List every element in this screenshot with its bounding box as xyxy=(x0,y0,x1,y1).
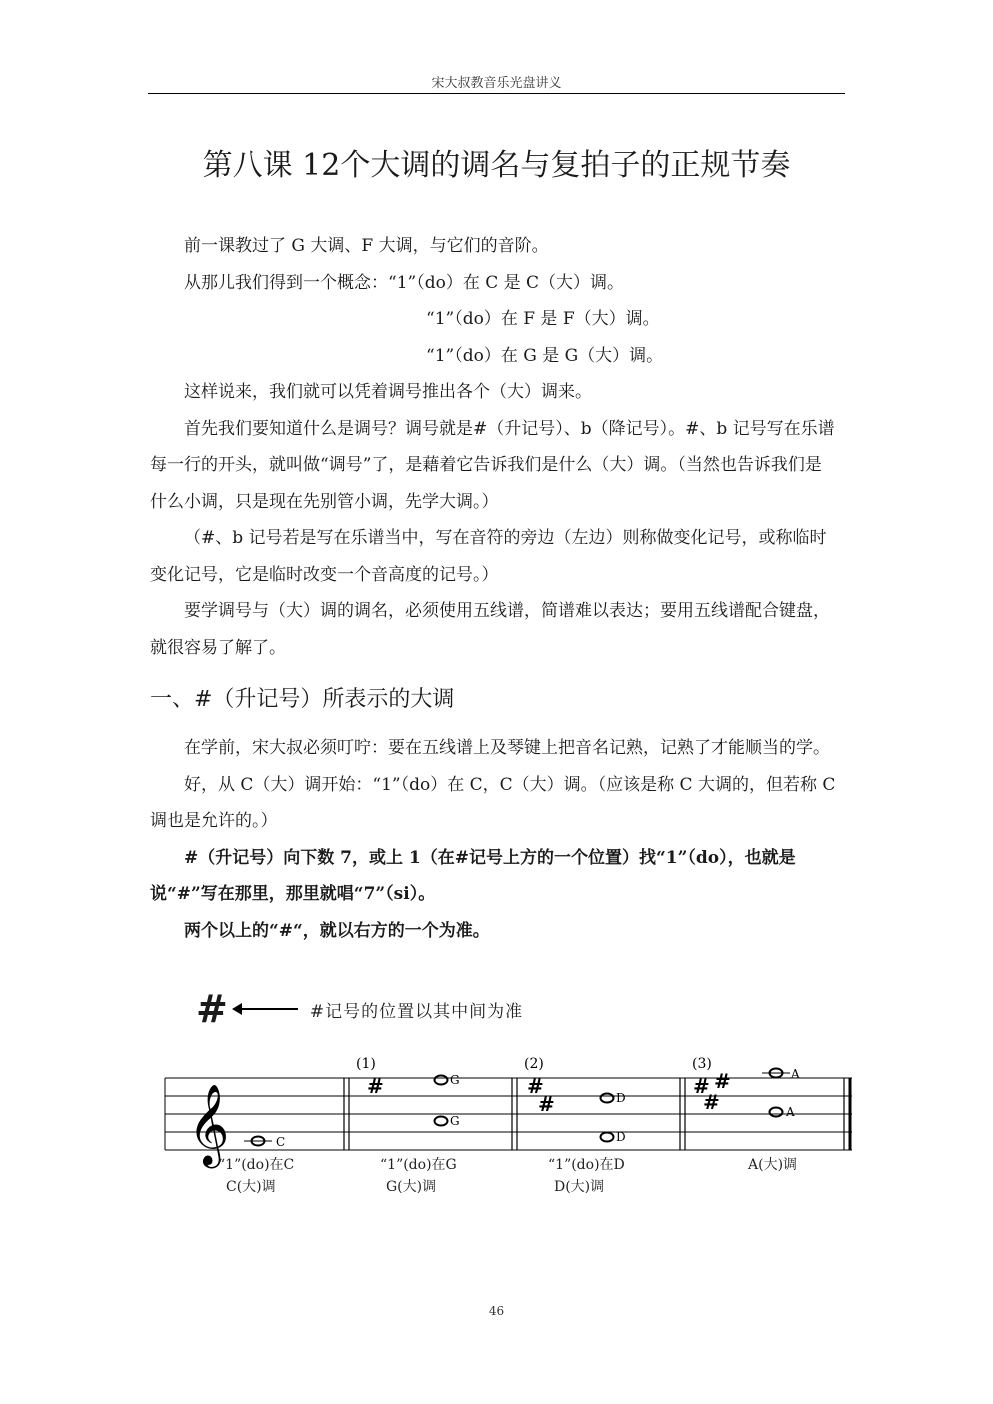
staff-lines xyxy=(165,1078,852,1150)
sharp-icon: # xyxy=(196,987,228,1031)
sharp-position-note xyxy=(196,987,524,1031)
paragraph: （#、b 记号若是写在乐谱当中，写在音符的旁边（左边）则称做变化记号，或称临时变化记号，它是临时改变一个音高度的记号。） xyxy=(150,528,827,585)
staff-diagram xyxy=(160,1050,860,1210)
sharp-icon: # xyxy=(693,1074,710,1098)
note-g-high xyxy=(435,1073,460,1087)
left-arrow-icon xyxy=(234,1008,298,1010)
sharp-icon: # xyxy=(703,1090,720,1114)
note-label: C xyxy=(276,1135,286,1149)
section-heading: 一、#（升记号）所表示的大调 xyxy=(150,687,455,712)
note-label: G xyxy=(450,1114,460,1128)
measure-number: (2) xyxy=(524,1056,544,1072)
sharp-note-text: #记号的位置以其中间为准 xyxy=(309,1001,524,1022)
note-label: A xyxy=(786,1105,795,1119)
measure-number: (3) xyxy=(692,1056,712,1072)
paragraph: 从那儿我们得到一个概念：“1”（do）在 C 是 C（大）调。 xyxy=(184,272,625,293)
sharp-icon: # xyxy=(367,1074,384,1098)
note-a-high xyxy=(762,1067,800,1081)
lesson-title: 第八课 12个大调的调名与复拍子的正规节奏 xyxy=(202,148,791,183)
caption-line: A(大)调 xyxy=(748,1157,798,1173)
paragraph: 在学前，宋大叔必须叮咛：要在五线谱上及琴键上把音名记熟，记熟了才能顺当的学。 xyxy=(184,738,830,758)
paragraph: 要学调号与（大）调的调名，必须使用五线谱，简谱难以表达；要用五线谱配合键盘，就很容易了解了。 xyxy=(150,601,830,658)
paragraph: 好，从 C（大）调开始：“1”（do）在 C，C（大）调。（应该是称 C 大调的，但若称 C 调也是允许的。） xyxy=(150,774,836,831)
running-header: 宋大叔教音乐光盘讲义 xyxy=(431,76,562,91)
page-number: 46 xyxy=(488,1304,505,1318)
note-a-low xyxy=(770,1105,796,1119)
caption-line: “1”(do)在G xyxy=(380,1157,457,1173)
caption-line: “1”(do)在D xyxy=(548,1157,625,1173)
note-label: D xyxy=(616,1091,626,1105)
caption-line: G(大)调 xyxy=(386,1179,437,1195)
sharp-icon: # xyxy=(714,1069,731,1093)
header-rule xyxy=(148,93,845,94)
note-label: D xyxy=(616,1130,626,1144)
sharp-icon: # xyxy=(527,1074,544,1098)
bold-rule: 两个以上的“#“，就以右方的一个为准。 xyxy=(184,920,490,941)
paragraph: 这样说来，我们就可以凭着调号推出各个（大）调来。 xyxy=(184,382,592,402)
caption-line: “1”(do)在C xyxy=(218,1157,295,1173)
note-label: G xyxy=(450,1073,460,1087)
bold-rule: #（升记号）向下数 7，或上 1（在#记号上方的一个位置）找“1”（do），也就是说“#”写在那里，那里就唱“7”（si）。 xyxy=(150,847,796,904)
note-c xyxy=(244,1135,285,1149)
paragraph: “1”（do）在 G 是 G（大）调。 xyxy=(426,345,664,366)
main-content xyxy=(150,228,836,949)
paragraph: “1”（do）在 F 是 F（大）调。 xyxy=(426,309,660,329)
note-d-high xyxy=(601,1091,626,1105)
caption-line: D(大)调 xyxy=(554,1179,605,1195)
treble-clef-icon: 𝄞 xyxy=(188,1083,230,1165)
measure-number: (1) xyxy=(356,1056,376,1072)
paragraph: 首先我们要知道什么是调号？调号就是#（升记号）、b（降记号）。#、b 记号写在乐谱每一行的开头，就叫做“调号”了，是藉着它告诉我们是什么（大）调。（当然也告诉我们是什么小调，只是现在先别管小调，先学大调。） xyxy=(150,418,835,512)
note-label: A xyxy=(791,1067,800,1081)
caption-line: C(大)调 xyxy=(226,1179,276,1195)
note-g-low xyxy=(435,1114,460,1128)
sharp-icon: # xyxy=(538,1092,555,1116)
paragraph: 前一课教过了 G 大调、F 大调，与它们的音阶。 xyxy=(184,236,549,256)
